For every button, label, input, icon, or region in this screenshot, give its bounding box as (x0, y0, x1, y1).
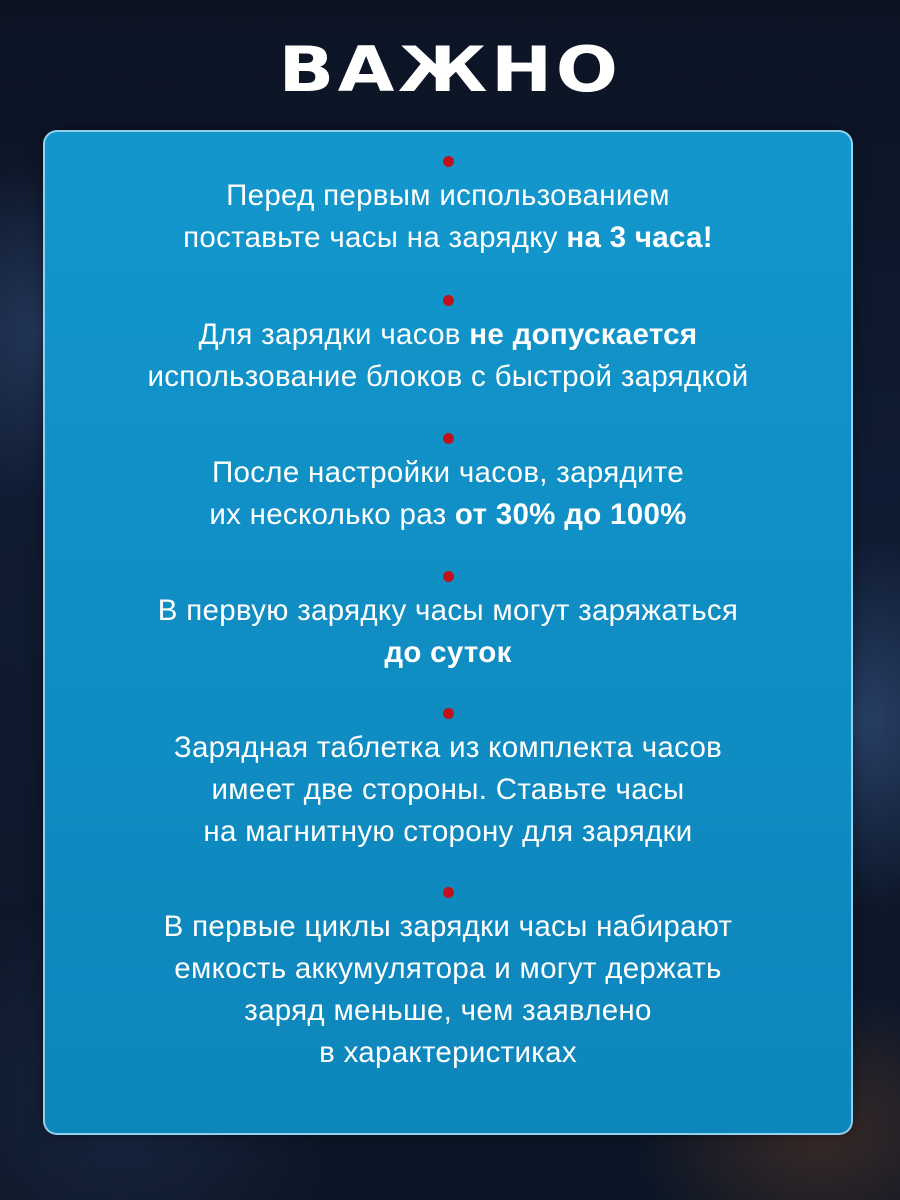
item-text-bold: до суток (384, 636, 512, 669)
item-text: заряд меньше, чем заявлено (244, 994, 652, 1027)
list-item (45, 295, 851, 398)
item-text: их несколько раз (209, 498, 455, 531)
page-title: ВАЖНО (278, 33, 622, 106)
item-text: Зарядная таблетка из комплекта часов (173, 731, 723, 764)
bullet-dot (443, 887, 454, 898)
bullet-dot (443, 156, 454, 167)
item-text: емкость аккумулятора и могут держать (174, 952, 722, 985)
item-text-bold: на 3 часа! (566, 221, 713, 254)
item-text: в характеристиках (319, 1036, 577, 1069)
bullet-dot (443, 295, 454, 306)
info-panel (43, 130, 853, 1135)
bullet-dot (443, 433, 454, 444)
list-item (45, 433, 851, 536)
list-item (45, 708, 851, 853)
item-text: После настройки часов, зарядите (212, 456, 684, 489)
item-text: на магнитную сторону для зарядки (203, 815, 693, 848)
item-text: Перед первым использованием (226, 179, 670, 212)
bullet-dot (443, 708, 454, 719)
list-item (45, 887, 851, 1074)
item-text: В первую зарядку часы могут заряжаться (157, 594, 739, 627)
item-text: использование блоков с быстрой зарядкой (147, 360, 749, 393)
item-text: Для зарядки часов (198, 318, 470, 351)
list-item (45, 156, 851, 259)
item-text: В первые циклы зарядки часы набирают (163, 910, 733, 943)
item-text-bold: от 30% до 100% (454, 498, 687, 531)
item-text: имеет две стороны. Ставьте часы (211, 773, 685, 806)
item-text-bold: не допускается (469, 318, 698, 351)
bullet-dot (443, 571, 454, 582)
list-item (45, 571, 851, 674)
item-text: поставьте часы на зарядку (183, 221, 567, 254)
